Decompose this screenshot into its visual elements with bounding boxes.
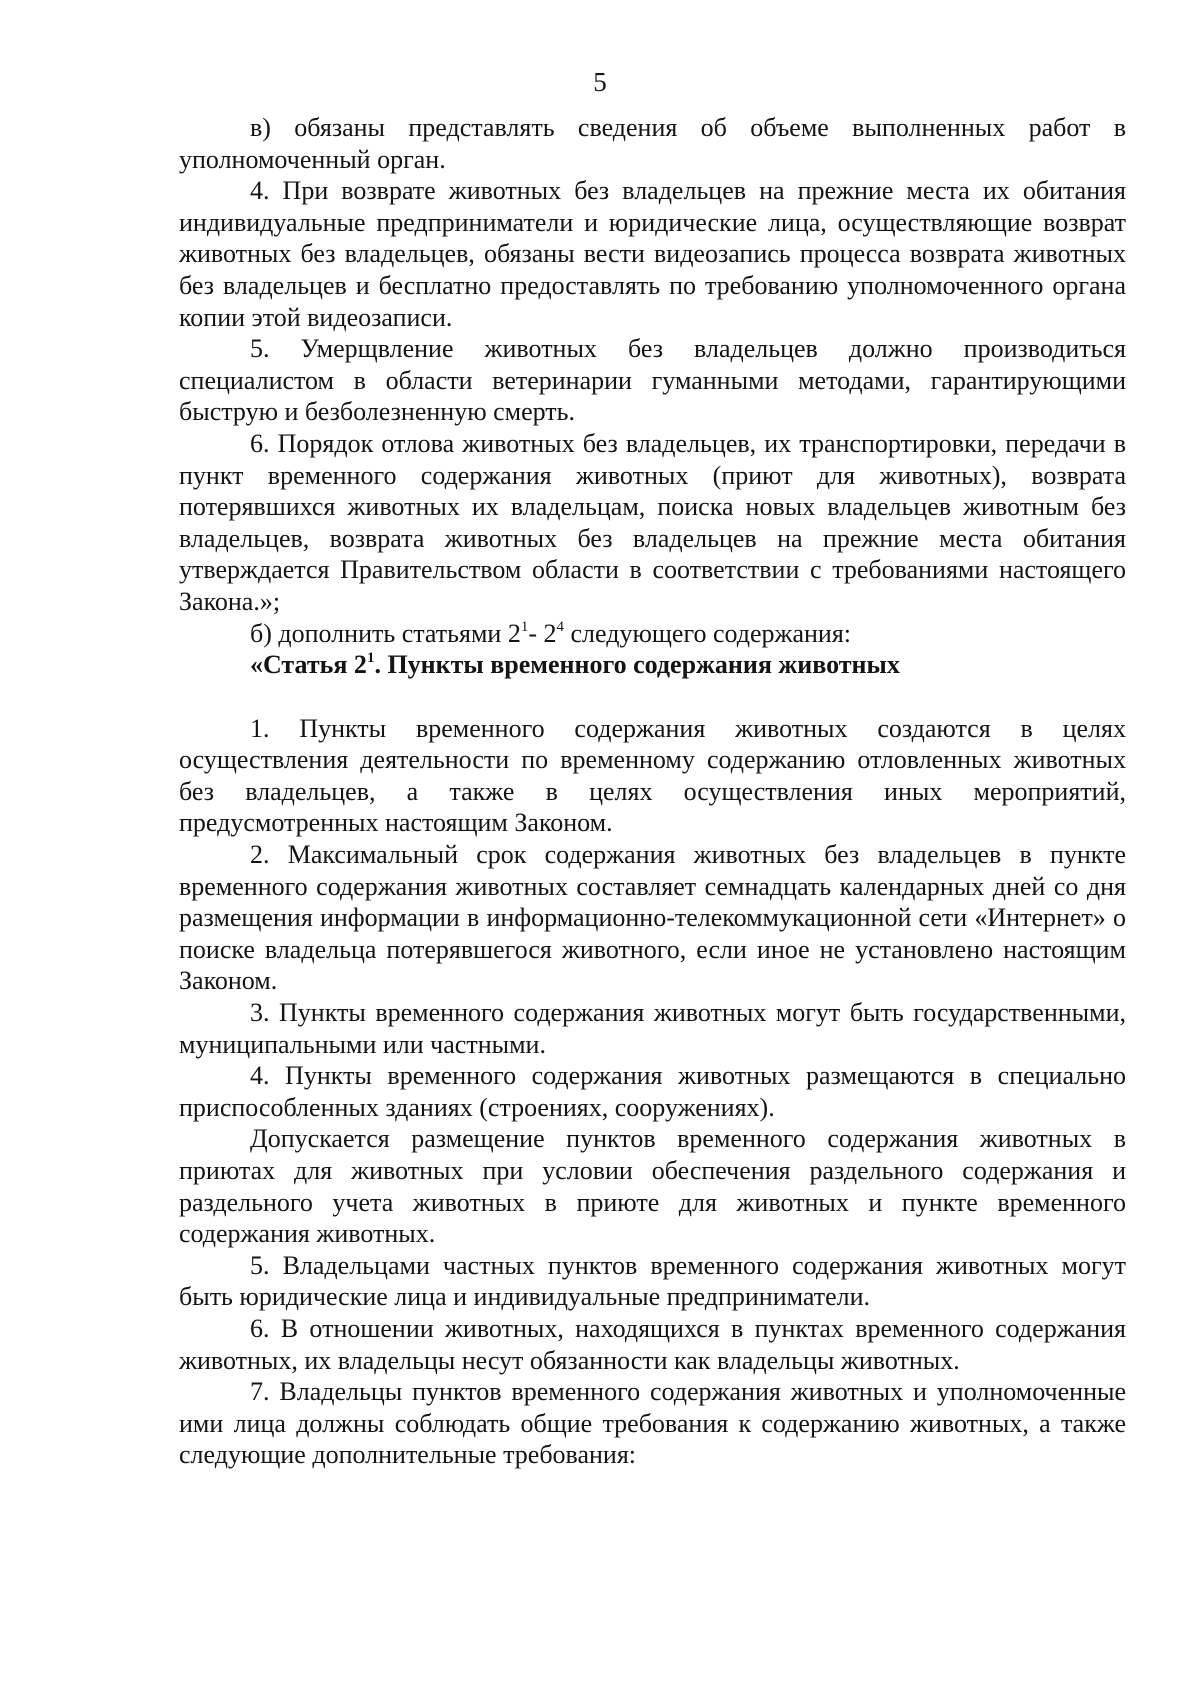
- article-paragraph-5: 5. Владельцами частных пунктов временного содержания животных могут быть юридические лица и индивидуальные предприниматели.: [179, 1250, 1126, 1312]
- paragraph-obligation-report: в) обязаны представлять сведения об объеме выполненных работ в уполномоченный орган.: [179, 113, 1126, 174]
- amendment-middle: - 2: [528, 618, 557, 648]
- article-paragraph-2: 2. Максимальный срок содержания животных без владельцев в пункте временного содержания животных составляет семнадцать календарных дней со дня размещения информации в информационно-телекоммукационной сети «Интернет» о поиске владельца потерявшегося животного, если иное не установлено настоящим Законом.: [179, 840, 1126, 996]
- paragraph-4-video-recording: 4. При возврате животных без владельцев на прежние места их обитания индивидуальные предприниматели и юридические лица, осуществляющие возврат животных без владельцев, обязаны вести видеозапись процесса возврата животных без владельцев и бесплатно предоставлять по требованию уполномоченного органа копии этой видеозаписи.: [179, 176, 1126, 332]
- amendment-sup-4: 4: [556, 618, 565, 635]
- amendment-prefix: б) дополнить статьями 2: [250, 618, 521, 648]
- amendment-line: [179, 618, 1126, 650]
- amendment-sup-1: 1: [520, 618, 529, 635]
- article-heading-sup: 1: [366, 650, 375, 667]
- spacer: [179, 681, 1126, 713]
- paragraph-6-procedure: 6. Порядок отлова животных без владельцев, их транспортировки, передачи в пункт временного содержания животных (приют для животных), возврата потерявшихся животных их владельцам, поиска новых владельцев животным без владельцев, возврата животных без владельцев на прежние места обитания утверждается Правительством области в соответствии с требованиями настоящего Закона.»;: [179, 428, 1126, 616]
- document-body: [179, 112, 1126, 1471]
- article-paragraph-1: 1. Пункты временного содержания животных создаются в целях осуществления деятельности по временному содержанию отловленных животных без владельцев, а также в целях осуществления иных мероприятий, предусмотренных настоящим Законом.: [179, 713, 1126, 838]
- article-paragraph-6: 6. В отношении животных, находящихся в пунктах временного содержания животных, их владельцы несут обязанности как владельцы животных.: [179, 1313, 1126, 1375]
- article-heading-prefix: «Статья 2: [250, 650, 367, 680]
- article-paragraph-4-continued: Допускается размещение пунктов временного содержания животных в приютах для животных при условии обеспечения раздельного содержания и раздельного учета животных в приюте для животных и пункте временного содержания животных.: [179, 1124, 1126, 1249]
- article-heading: [179, 649, 1126, 681]
- page-number: 5: [593, 67, 607, 97]
- paragraph-5-euthanasia: 5. Умерщвление животных без владельцев должно производиться специалистом в области ветеринарии гуманными методами, гарантирующими быструю и безболезненную смерть.: [179, 334, 1126, 427]
- article-paragraph-3: 3. Пункты временного содержания животных могут быть государственными, муниципальными или частными.: [179, 998, 1126, 1059]
- article-paragraph-4: 4. Пункты временного содержания животных размещаются в специально приспособленных зданиях (строениях, сооружениях).: [179, 1061, 1126, 1122]
- article-paragraph-7: 7. Владельцы пунктов временного содержания животных и уполномоченные ими лица должны соблюдать общие требования к содержанию животных, а также следующие дополнительные требования:: [179, 1377, 1126, 1470]
- amendment-suffix: следующего содержания:: [564, 618, 852, 648]
- article-heading-title: . Пункты временного содержания животных: [374, 650, 900, 680]
